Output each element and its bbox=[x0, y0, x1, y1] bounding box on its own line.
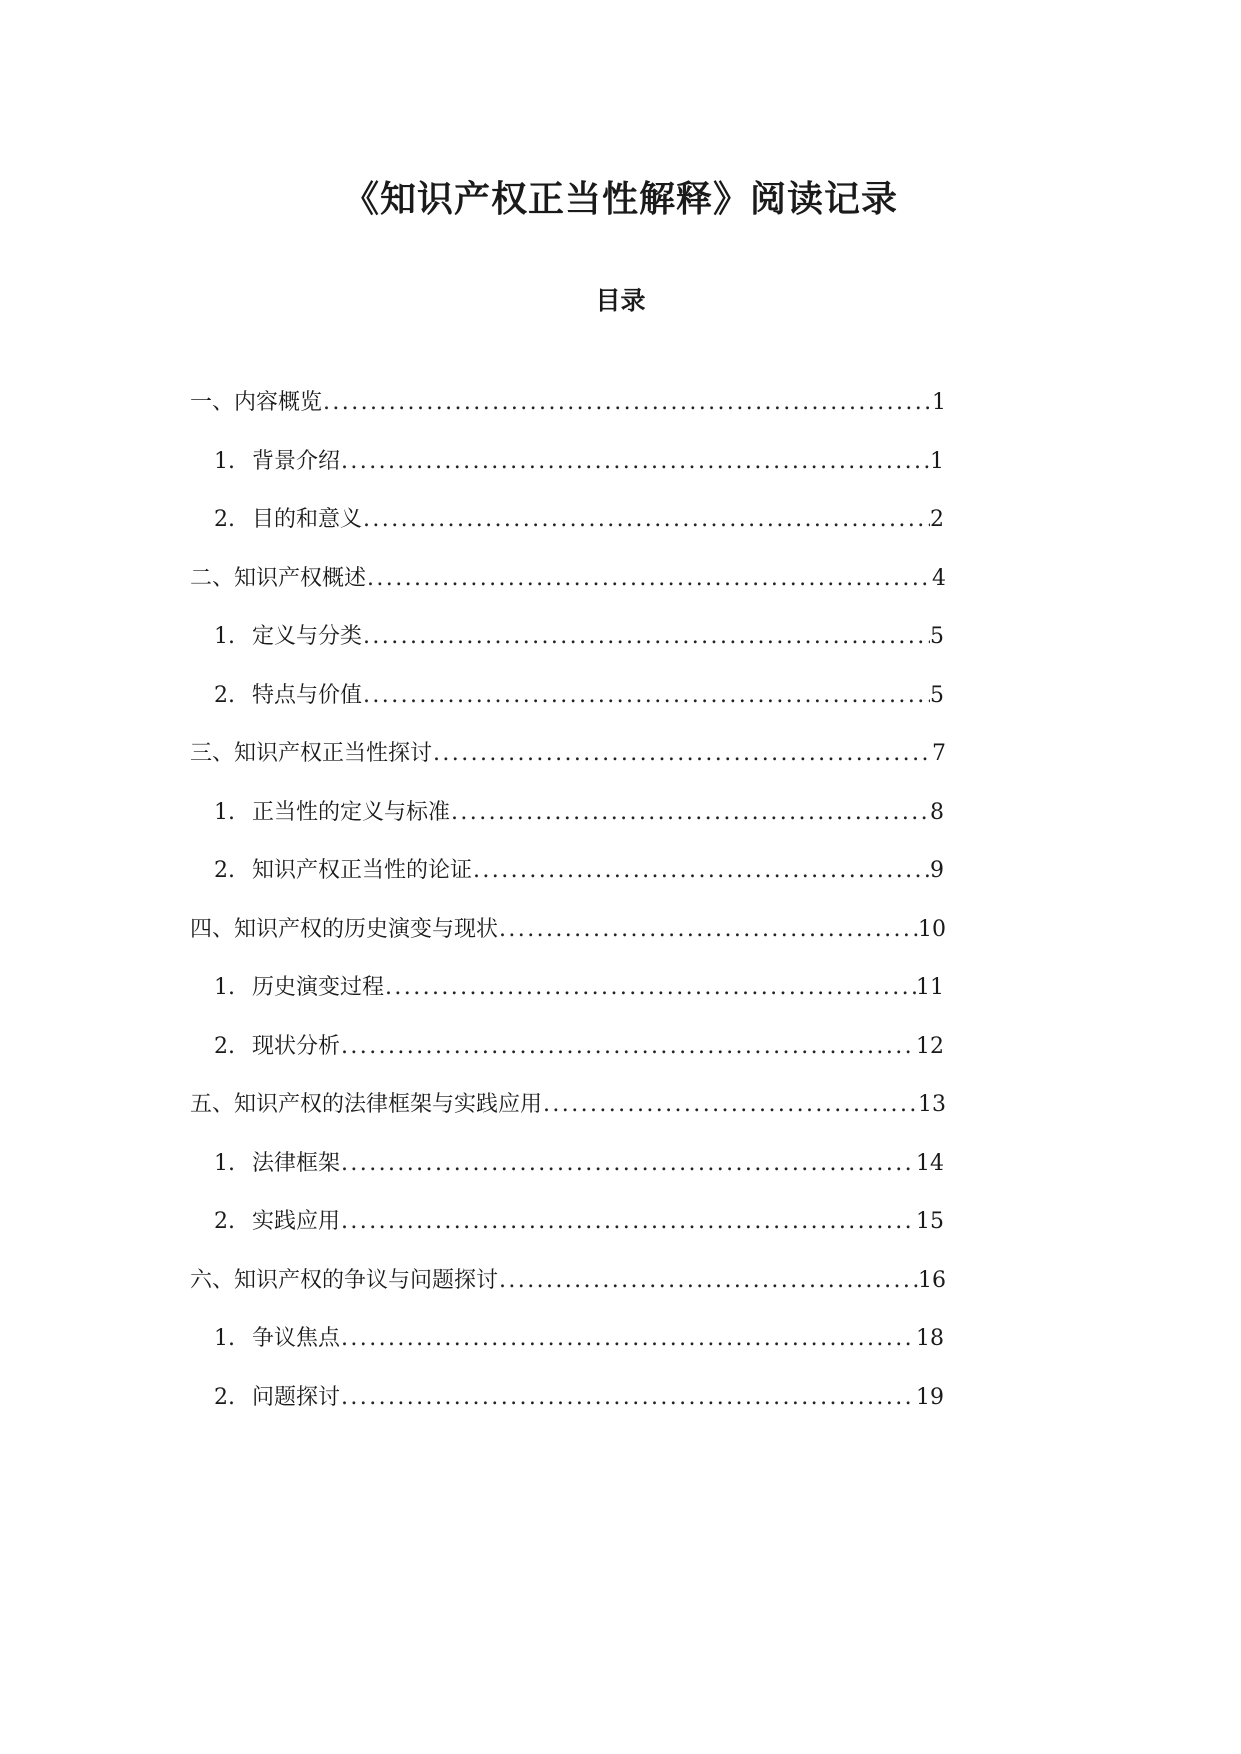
toc-page-number: 12 bbox=[916, 1034, 944, 1059]
toc-subsection-entry[interactable] bbox=[214, 851, 944, 891]
toc-entry-number: 1. bbox=[214, 1151, 235, 1176]
toc-page-number: 1 bbox=[932, 390, 946, 415]
toc-entry-number: 1. bbox=[214, 975, 235, 1000]
toc-dot-leader bbox=[498, 910, 918, 950]
toc-entry-label: 知识产权正当性的论证 bbox=[252, 858, 473, 883]
toc-subsection-entry[interactable] bbox=[214, 500, 944, 540]
toc-page-number: 8 bbox=[930, 800, 944, 825]
toc-page-number: 9 bbox=[930, 858, 944, 883]
toc-entry-number: 2. bbox=[214, 1209, 235, 1234]
toc-dot-leader bbox=[472, 851, 930, 891]
toc-page-number: 15 bbox=[916, 1209, 944, 1234]
toc-subsection-entry[interactable] bbox=[214, 676, 944, 716]
toc-subsection-entry[interactable] bbox=[214, 617, 944, 657]
toc-entry-label: 实践应用 bbox=[252, 1209, 341, 1234]
toc-dot-leader bbox=[384, 968, 916, 1008]
toc-entry-label: 现状分析 bbox=[252, 1034, 341, 1059]
toc-entry-label: 正当性的定义与标准 bbox=[252, 800, 451, 825]
toc-entry-number: 2. bbox=[214, 683, 235, 708]
toc-subsection-entry[interactable] bbox=[214, 793, 944, 833]
toc-dot-leader bbox=[362, 500, 930, 540]
toc-entry-label: 一、内容概览 bbox=[190, 390, 323, 415]
toc-subsection-entry[interactable] bbox=[214, 968, 944, 1008]
document-title: 《知识产权正当性解释》阅读记录 bbox=[342, 179, 898, 221]
toc-entry-label: 目的和意义 bbox=[252, 507, 363, 532]
toc-dot-leader bbox=[366, 559, 932, 599]
toc-subsection-entry[interactable] bbox=[214, 1027, 944, 1067]
toc-page-number: 11 bbox=[916, 975, 944, 1000]
toc-heading: 目录 bbox=[595, 286, 646, 315]
toc-section-entry[interactable] bbox=[190, 1261, 946, 1301]
toc-dot-leader bbox=[432, 734, 932, 774]
toc-entry-number: 2. bbox=[214, 858, 235, 883]
toc-page-number: 2 bbox=[930, 507, 944, 532]
toc-section-entry[interactable] bbox=[190, 383, 946, 423]
toc-entry-number: 2. bbox=[214, 507, 235, 532]
toc-page-number: 18 bbox=[916, 1326, 944, 1351]
toc-dot-leader bbox=[340, 1144, 916, 1184]
toc-section-entry[interactable] bbox=[190, 559, 946, 599]
toc-entry-number: 1. bbox=[214, 624, 235, 649]
toc-page-number: 14 bbox=[916, 1151, 944, 1176]
toc-subsection-entry[interactable] bbox=[214, 1319, 944, 1359]
toc-section-entry[interactable] bbox=[190, 1085, 946, 1125]
toc-page-number: 1 bbox=[930, 449, 944, 474]
toc-dot-leader bbox=[340, 1202, 916, 1242]
toc-page-number: 10 bbox=[918, 917, 946, 942]
toc-dot-leader bbox=[362, 676, 930, 716]
toc-entry-label: 争议焦点 bbox=[252, 1326, 341, 1351]
toc-subsection-entry[interactable] bbox=[214, 1202, 944, 1242]
toc-page-number: 4 bbox=[932, 566, 946, 591]
toc-entry-number: 1. bbox=[214, 449, 235, 474]
toc-entry-label: 定义与分类 bbox=[252, 624, 363, 649]
toc-entry-label: 四、知识产权的历史演变与现状 bbox=[190, 917, 499, 942]
toc-subsection-entry[interactable] bbox=[214, 1378, 944, 1418]
toc-section-entry[interactable] bbox=[190, 734, 946, 774]
toc-section-entry[interactable] bbox=[190, 910, 946, 950]
toc-page-number: 5 bbox=[930, 683, 944, 708]
toc-entry-label: 问题探讨 bbox=[252, 1385, 341, 1410]
toc-dot-leader bbox=[498, 1261, 918, 1301]
toc-dot-leader bbox=[542, 1085, 918, 1125]
toc-subsection-entry[interactable] bbox=[214, 442, 944, 482]
toc-entry-number: 2. bbox=[214, 1034, 235, 1059]
toc-entry-number: 1. bbox=[214, 800, 235, 825]
toc-entry-label: 历史演变过程 bbox=[252, 975, 385, 1000]
toc-entry-label: 二、知识产权概述 bbox=[190, 566, 367, 591]
toc-dot-leader bbox=[362, 617, 930, 657]
toc-page-number: 19 bbox=[916, 1385, 944, 1410]
toc-entry-label: 背景介绍 bbox=[252, 449, 341, 474]
toc-dot-leader bbox=[450, 793, 930, 833]
toc-entry-label: 法律框架 bbox=[252, 1151, 341, 1176]
toc-dot-leader bbox=[340, 1378, 916, 1418]
toc-page-number: 5 bbox=[930, 624, 944, 649]
toc-entry-label: 六、知识产权的争议与问题探讨 bbox=[190, 1268, 499, 1293]
toc-entry-label: 五、知识产权的法律框架与实践应用 bbox=[190, 1092, 543, 1117]
toc-page-number: 13 bbox=[918, 1092, 946, 1117]
toc-entry-number: 2. bbox=[214, 1385, 235, 1410]
toc-entry-label: 三、知识产权正当性探讨 bbox=[190, 741, 433, 766]
toc-page-number: 7 bbox=[932, 741, 946, 766]
toc-dot-leader bbox=[340, 1319, 916, 1359]
toc-dot-leader bbox=[322, 383, 932, 423]
toc-subsection-entry[interactable] bbox=[214, 1144, 944, 1184]
toc-dot-leader bbox=[340, 1027, 916, 1067]
toc-entry-number: 1. bbox=[214, 1326, 235, 1351]
toc-dot-leader bbox=[340, 442, 930, 482]
toc-entry-label: 特点与价值 bbox=[252, 683, 363, 708]
toc-page-number: 16 bbox=[918, 1268, 946, 1293]
